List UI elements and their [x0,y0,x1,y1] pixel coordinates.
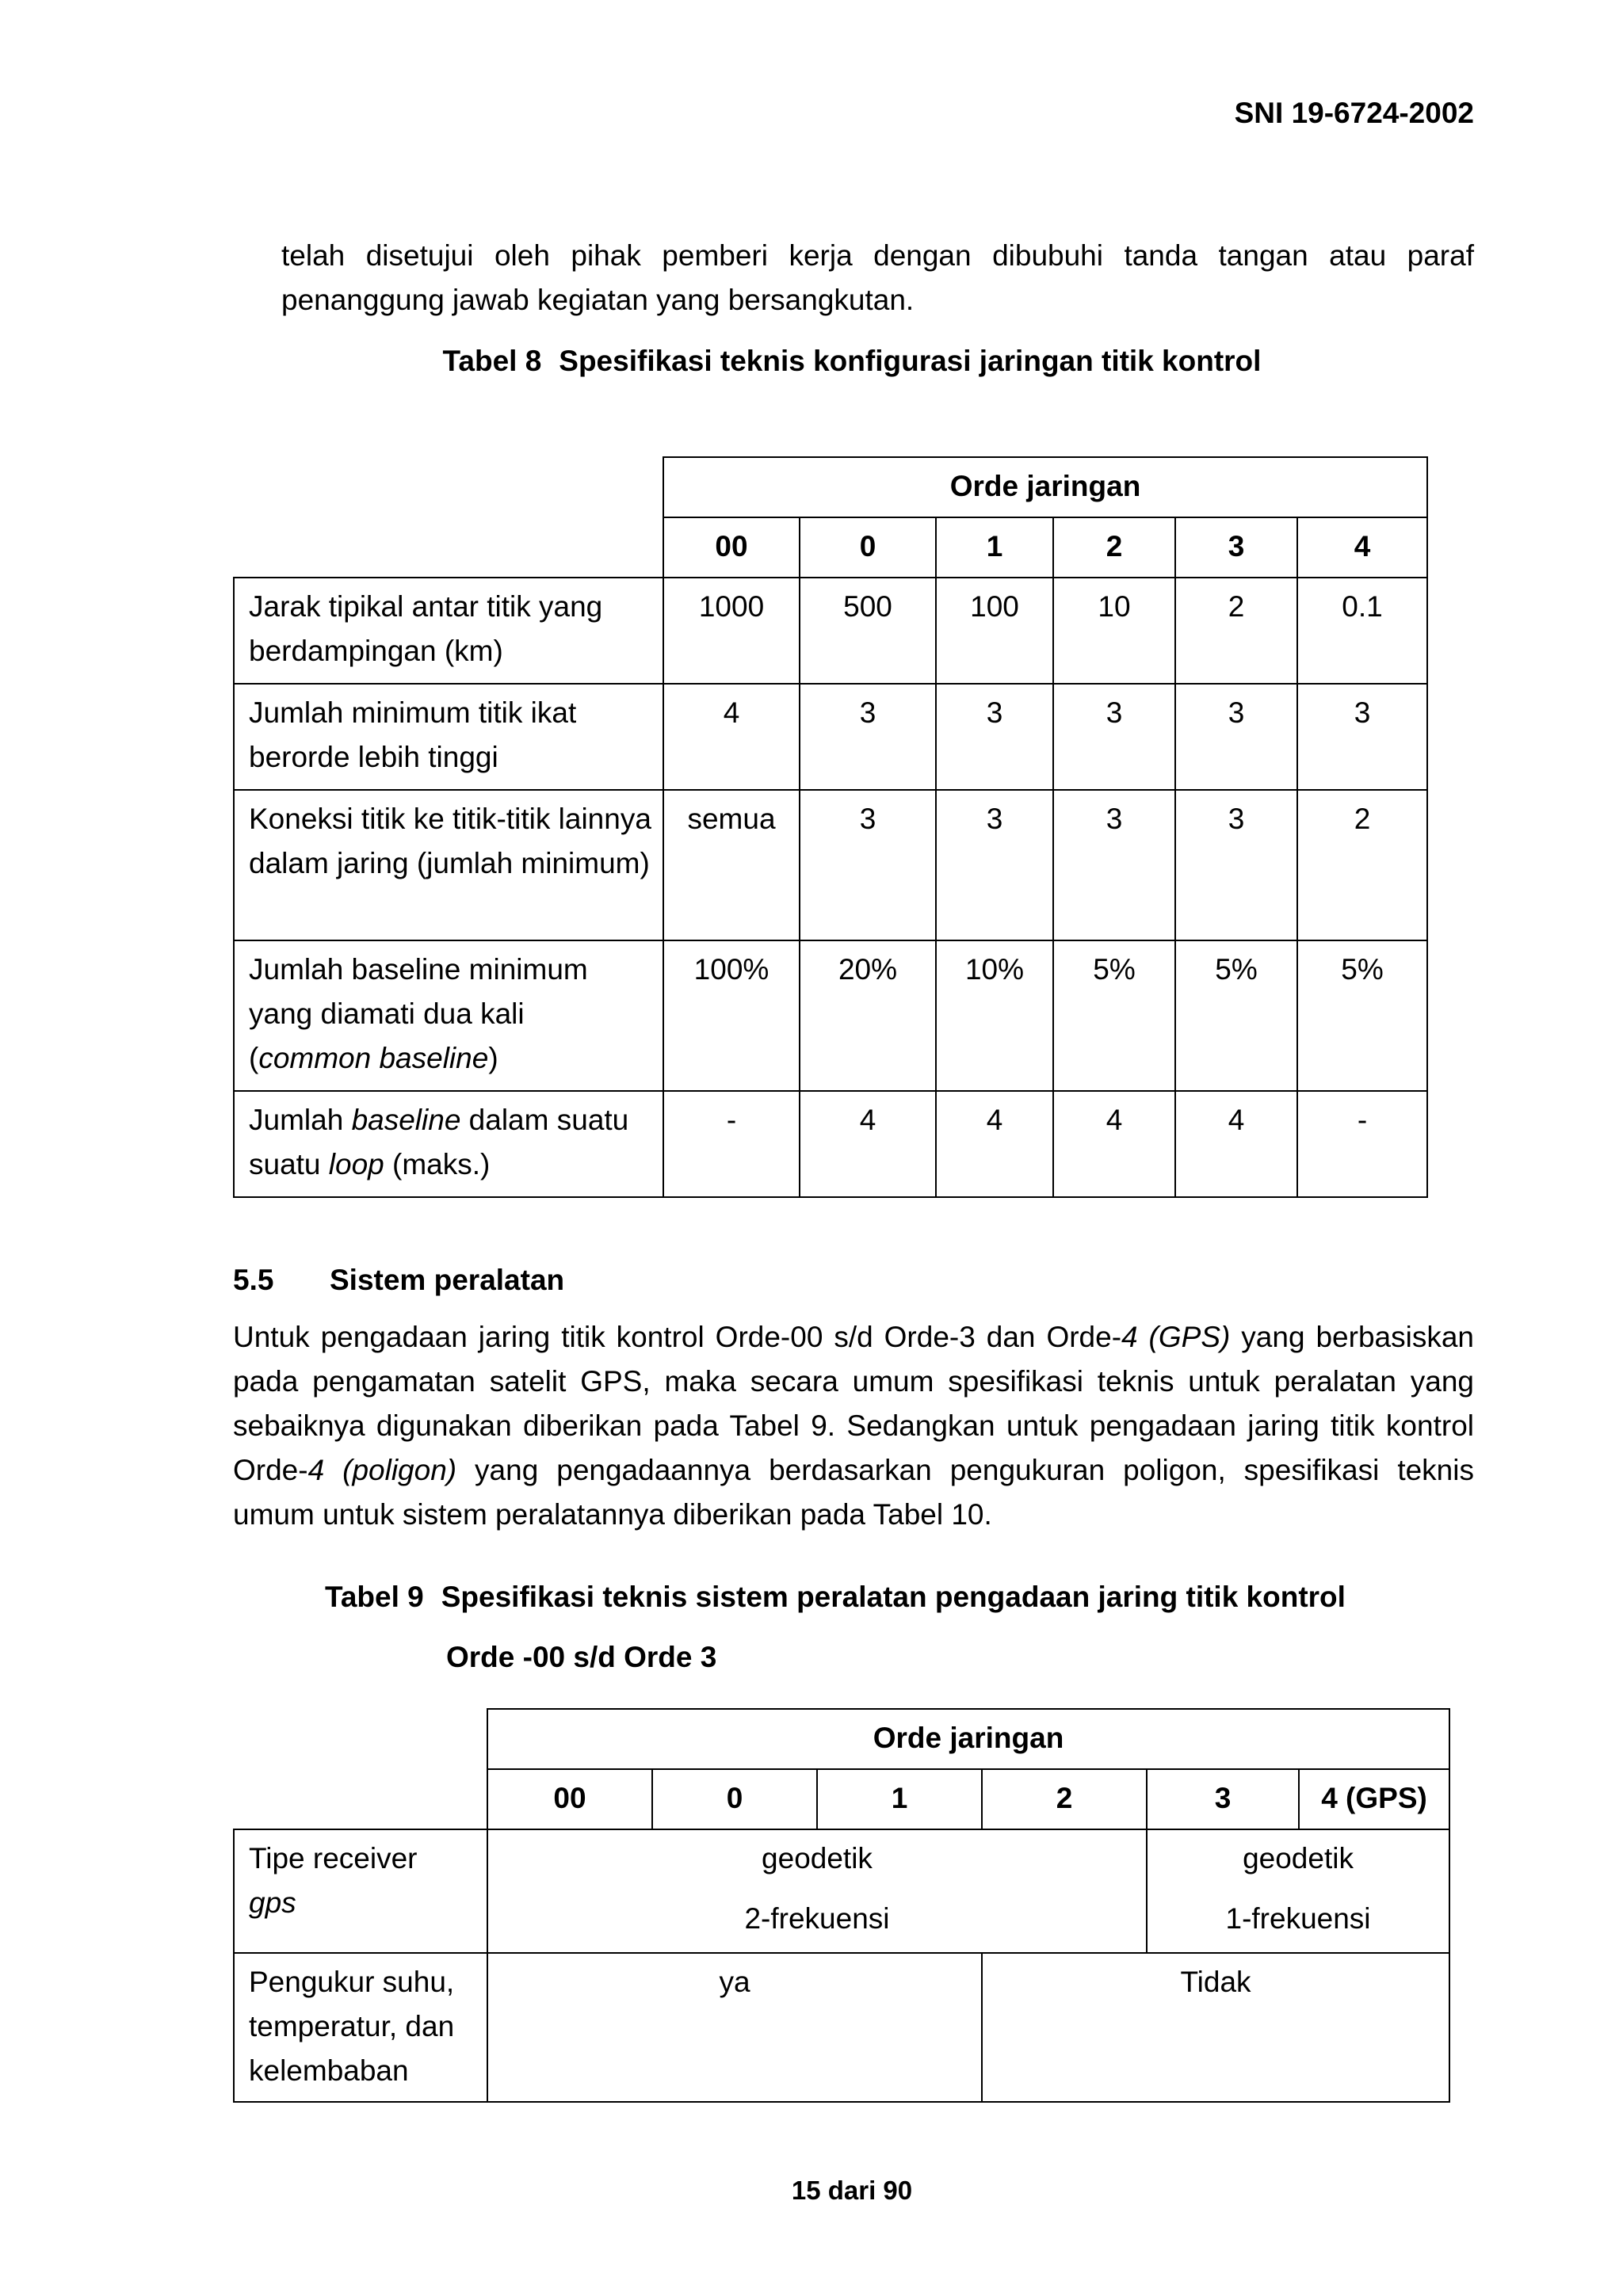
table-cell: 3 [1175,684,1297,790]
table9-col-header: 3 [1147,1769,1299,1829]
table-cell: 500 [800,578,936,684]
table8-col-header: 3 [1175,517,1297,578]
table-row [234,1953,1449,2102]
table-cell: 1000 [663,578,800,684]
section-heading [233,1258,564,1302]
table-cell-merged: Tidak [982,1953,1449,2102]
table8-col-header: 1 [936,517,1053,578]
table9-caption-number: Tabel 9 [325,1581,424,1613]
table-cell: 100 [936,578,1053,684]
table-cell: 2 [1175,578,1297,684]
table-cell: 5% [1053,940,1175,1091]
section-title: Sistem peralatan [330,1264,565,1296]
table9-group-header-row [234,1709,1449,1769]
table9-col-header: 00 [487,1769,652,1829]
table-cell: 3 [1297,684,1427,790]
table-cell-merged: geodetik 1-frekuensi [1147,1829,1449,1953]
table-cell: 4 [1053,1091,1175,1197]
row-label: Jumlah baseline minimum yang diamati dua kali (common baseline) [234,940,663,1091]
table8 [233,456,1428,1198]
table9 [233,1708,1450,2103]
table9-col-header: 2 [982,1769,1147,1829]
table-cell: 10% [936,940,1053,1091]
table-cell: 5% [1175,940,1297,1091]
table-cell: 100% [663,940,800,1091]
table-cell: 2 [1297,790,1427,940]
intro-paragraph: telah disetujui oleh pihak pemberi kerja dengan dibubuhi tanda tangan atau paraf penanggung jawab kegiatan yang bersangkutan. [281,239,1474,316]
table-row [234,940,1427,1091]
table8-col-header: 2 [1053,517,1175,578]
table9-group-header: Orde jaringan [487,1709,1449,1769]
table8-col-header: 4 [1297,517,1427,578]
table-cell: 4 [936,1091,1053,1197]
table8-group-header: Orde jaringan [663,457,1427,517]
section-number: 5.5 [233,1264,274,1296]
table8-caption-title: Spesifikasi teknis konfigurasi jaringan titik kontrol [559,345,1262,377]
table8-column-header-row [234,517,1427,578]
table-row [234,1091,1427,1197]
table9-column-header-row [234,1769,1449,1829]
table-cell: semua [663,790,800,940]
table-cell: 3 [1175,790,1297,940]
table-cell: 4 [1175,1091,1297,1197]
table8-col-header: 0 [800,517,936,578]
table-cell: 20% [800,940,936,1091]
table-row [234,790,1427,940]
row-label: Jarak tipikal antar titik yang berdampingan (km) [234,578,663,684]
table-cell: 3 [1053,790,1175,940]
table-cell: 3 [800,790,936,940]
table-cell-merged: geodetik 2-frekuensi [487,1829,1147,1953]
table-cell: 3 [936,684,1053,790]
table-cell: 4 [663,684,800,790]
row-label: Tipe receiver gps [234,1829,487,1953]
table-cell: - [1297,1091,1427,1197]
table-cell: 10 [1053,578,1175,684]
table-cell: 4 [800,1091,936,1197]
table8-caption-number: Tabel 8 [442,345,542,377]
table9-caption [325,1575,1346,1619]
table-cell: 5% [1297,940,1427,1091]
page-number: 15 dari 90 [791,2176,913,2205]
table-row [234,1829,1449,1953]
table9-col-header: 4 (GPS) [1299,1769,1449,1829]
table9-col-header: 0 [652,1769,817,1829]
table-cell-merged: ya [487,1953,982,2102]
section-paragraph: Untuk pengadaan jaring titik kontrol Orde-00 s/d Orde-3 dan Orde-4 (GPS) yang berbasiskan pada pengamatan satelit GPS, maka secara umum spesifikasi teknis untuk peralatan yang sebaiknya digunakan diberikan pada Tabel 9. Sedangkan untuk pengadaan jaring titik kontrol Orde-4 (poligon) yang pengadaannya berdasarkan pengukuran poligon, spesifikasi teknis umum untuk sistem peralatannya diberikan pada Tabel 10. [233,1321,1474,1531]
table9-caption-line2: Orde -00 s/d Orde 3 [446,1641,717,1673]
table8-col-header: 00 [663,517,800,578]
table9-col-header: 1 [817,1769,982,1829]
table-cell: 0.1 [1297,578,1427,684]
table8-caption [234,339,1470,383]
table-cell: 3 [936,790,1053,940]
table-cell: 3 [800,684,936,790]
row-label: Jumlah baseline dalam suatu suatu loop (maks.) [234,1091,663,1197]
table-row [234,684,1427,790]
document-code: SNI 19-6724-2002 [1234,97,1474,129]
table-cell: 3 [1053,684,1175,790]
table8-group-header-row [234,457,1427,517]
table-cell: - [663,1091,800,1197]
row-label: Koneksi titik ke titik-titik lainnya dalam jaring (jumlah minimum) [234,790,663,940]
table9-caption-title: Spesifikasi teknis sistem peralatan pengadaan jaring titik kontrol [441,1581,1346,1613]
row-label: Pengukur suhu, temperatur, dan kelembaban [234,1953,487,2102]
row-label: Jumlah minimum titik ikat berorde lebih tinggi [234,684,663,790]
table-row [234,578,1427,684]
